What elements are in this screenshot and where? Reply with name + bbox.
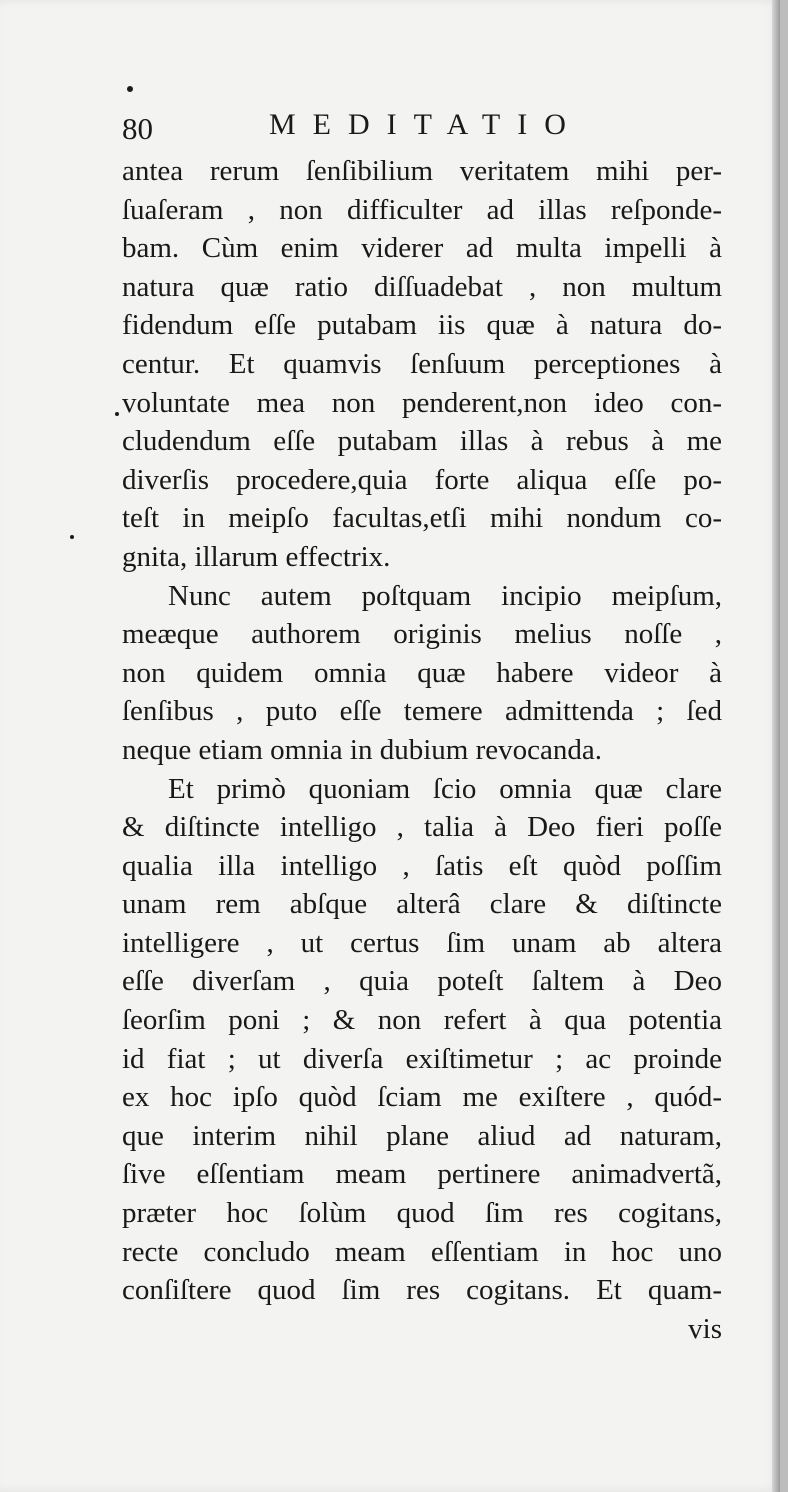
text-line: neque etiam omnia in dubium revocanda. [122,733,602,766]
text-line: & diſtincte intelligo , talia à Deo fieri poſſe [122,811,722,844]
page-edge [772,0,780,1492]
text-line: eſſe diverſam , quia poteſt ſaltem à Deo [122,965,722,998]
paragraph [122,152,722,577]
text-line: teſt in meipſo facultas,etſi mihi nondum co- [122,502,722,535]
text-line: cludendum eſſe putabam illas à rebus à me [122,425,722,458]
text-line: bam. Cùm enim viderer ad multa impelli à [122,232,722,265]
running-head [122,103,722,151]
text-line: gnita, illarum effectrix. [122,540,391,573]
text-line: Et primò quoniam ſcio omnia quæ clare [168,772,722,805]
text-line: centur. Et quamvis ſenſuum perceptiones à [122,347,722,380]
text-line: intelligere , ut certus ſim unam ab altera [122,926,722,959]
text-line: recte concludo meam eſſentiam in hoc uno [122,1235,722,1268]
text-line: diverſis procedere,quia forte aliqua eſſe po- [122,463,722,496]
text-line: natura quæ ratio diſſuadebat , non multum [122,270,722,303]
catchword: vis [688,1312,722,1345]
text-line: id fiat ; ut diverſa exiſtimetur ; ac proinde [122,1042,722,1075]
page-number: 80 [122,111,153,146]
text-line: meæque authorem originis melius noſſe , [122,618,722,651]
page-title: MEDITATIO [269,108,583,141]
body-text [122,152,722,1348]
paragraph [122,577,722,770]
text-line: præter hoc ſolùm quod ſim res cogitans, [122,1197,722,1230]
text-line: conſiſtere quod ſim res cogitans. Et quam- [122,1274,722,1307]
text-line: ex hoc ipſo quòd ſciam me exiſtere , quód- [122,1081,722,1114]
text-line: ſeorſim poni ; & non refert à qua potentia [122,1004,722,1037]
ink-speck [70,535,74,539]
text-line: ſenſibus , puto eſſe temere admittenda ; ſed [122,695,722,728]
text-line: fidendum eſſe putabam iis quæ à natura do- [122,309,722,342]
text-line: non quidem omnia quæ habere videor à [122,656,722,689]
text-line: ſive eſſentiam meam pertinere animadvertã, [122,1158,722,1191]
text-line: antea rerum ſenſibilium veritatem mihi per- [122,155,722,187]
ink-speck [127,86,133,92]
ink-speck [115,412,119,416]
text-line: ſuaſeram , non difficulter ad illas reſponde- [122,193,722,226]
text-line: unam rem abſque alterâ clare & diſtincte [122,888,722,921]
text-line: que interim nihil plane aliud ad naturam, [122,1119,722,1152]
text-line: voluntate mea non penderent,non ideo con- [122,386,722,419]
paragraph [122,770,722,1310]
text-line: Nunc autem poſtquam incipio meipſum, [168,579,722,612]
text-line: qualia illa intelligo , ſatis eſt quòd poſſim [122,849,722,882]
